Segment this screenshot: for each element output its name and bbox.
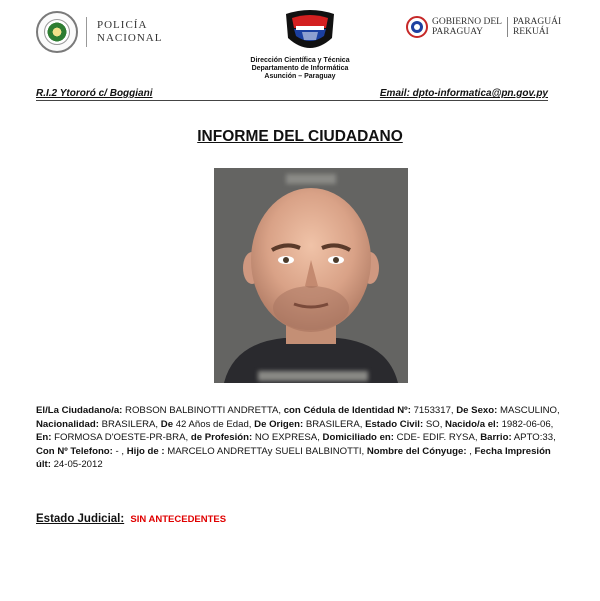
address: R.I.2 Ytororó c/ Boggiani (36, 88, 153, 99)
redaction-bar-top (286, 174, 336, 184)
label-origen: De Origen: (254, 418, 304, 430)
value-barrio: APTO:33, (513, 432, 556, 444)
citizen-photo (214, 168, 408, 383)
value-padres: MARCELO ANDRETTAy SUELI BALBINOTTI, (167, 445, 365, 457)
department-block (0, 57, 600, 81)
value-sexo: MASCULINO, (499, 405, 560, 416)
label-sexo: De Sexo: (456, 405, 498, 416)
value-estado-civil: SO, (425, 418, 443, 430)
email: Email: dpto-informatica@pn.gov.py (379, 88, 548, 99)
label-hijo: Hijo de : (126, 445, 165, 457)
value-domicilio: CDE- EDIF. RYSA, (396, 432, 478, 444)
redaction-bar-bottom (258, 371, 368, 381)
gov-right-line1: PARAGUÁI (512, 17, 562, 27)
policia-line1: POLICÍA (97, 19, 148, 31)
estado-judicial (36, 513, 226, 525)
dept-line1: Dirección Científica y Técnica (250, 57, 350, 64)
label-de: De (160, 418, 174, 430)
portrait-image (214, 168, 408, 383)
page-title: INFORME DEL CIUDADANO (197, 128, 403, 145)
label-fecha: Fecha Impresión últ: (36, 445, 551, 471)
national-seal-icon (36, 11, 78, 53)
label-telefono: Con Nº Telefono: (36, 445, 113, 457)
citizen-info (36, 404, 564, 472)
policia-nacional-text (97, 19, 162, 45)
value-profesion: NO EXPRESA, (254, 432, 320, 444)
label-nacido: Nacido/a el: (445, 418, 499, 430)
gobierno-guarani-text (513, 17, 561, 37)
label-estado-civil: Estado Civil: (365, 418, 424, 430)
label-ciudadano: El/La Ciudadano/a: (36, 405, 123, 416)
policia-line2: NACIONAL (97, 32, 163, 44)
value-nacido: 1982-06-06, (501, 418, 554, 430)
dept-line2: Departamento de Informática (251, 65, 349, 72)
dept-line3: Asunción – Paraguay (264, 73, 336, 80)
police-shield-emblem-icon (282, 8, 338, 54)
gobierno-text (432, 17, 502, 37)
gobierno-emblem-icon (406, 16, 428, 38)
policia-nacional-logo (36, 11, 162, 53)
value-nacionalidad: BRASILERA, (101, 418, 159, 430)
label-cedula: con Cédula de Identidad Nº: (283, 405, 411, 416)
label-conyuge: Nombre del Cónyuge: (366, 445, 467, 457)
gov-line2: PARAGUAY (432, 27, 484, 37)
value-name: ROBSON BALBINOTTI ANDRETTA, (125, 405, 282, 416)
header-rule (36, 100, 548, 101)
gov-line1: GOBIERNO DEL (432, 17, 502, 27)
divider (507, 17, 508, 37)
address-row (36, 88, 548, 99)
value-fecha: 24-05-2012 (53, 459, 103, 471)
label-barrio: Barrio: (480, 432, 512, 444)
gov-right-line2: REKUÁI (512, 27, 549, 37)
label-en: En: (36, 432, 52, 444)
label-profesion: de Profesión: (190, 432, 253, 444)
divider (86, 17, 87, 47)
value-origen: BRASILERA, (305, 418, 363, 430)
value-edad: 42 Años de Edad, (175, 418, 252, 430)
estado-judicial-value: SIN ANTECEDENTES (130, 514, 227, 525)
value-cedula: 7153317, (413, 405, 454, 416)
label-domicilio: Domiciliado en: (322, 432, 394, 444)
value-telefono: - , (115, 445, 125, 457)
gobierno-logo (406, 16, 561, 38)
estado-judicial-label: Estado Judicial: (36, 513, 125, 525)
value-conyuge: , (469, 445, 472, 457)
value-lugar: FORMOSA D'OESTE-PR-BRA, (54, 432, 189, 444)
label-nacionalidad: Nacionalidad: (36, 418, 99, 430)
